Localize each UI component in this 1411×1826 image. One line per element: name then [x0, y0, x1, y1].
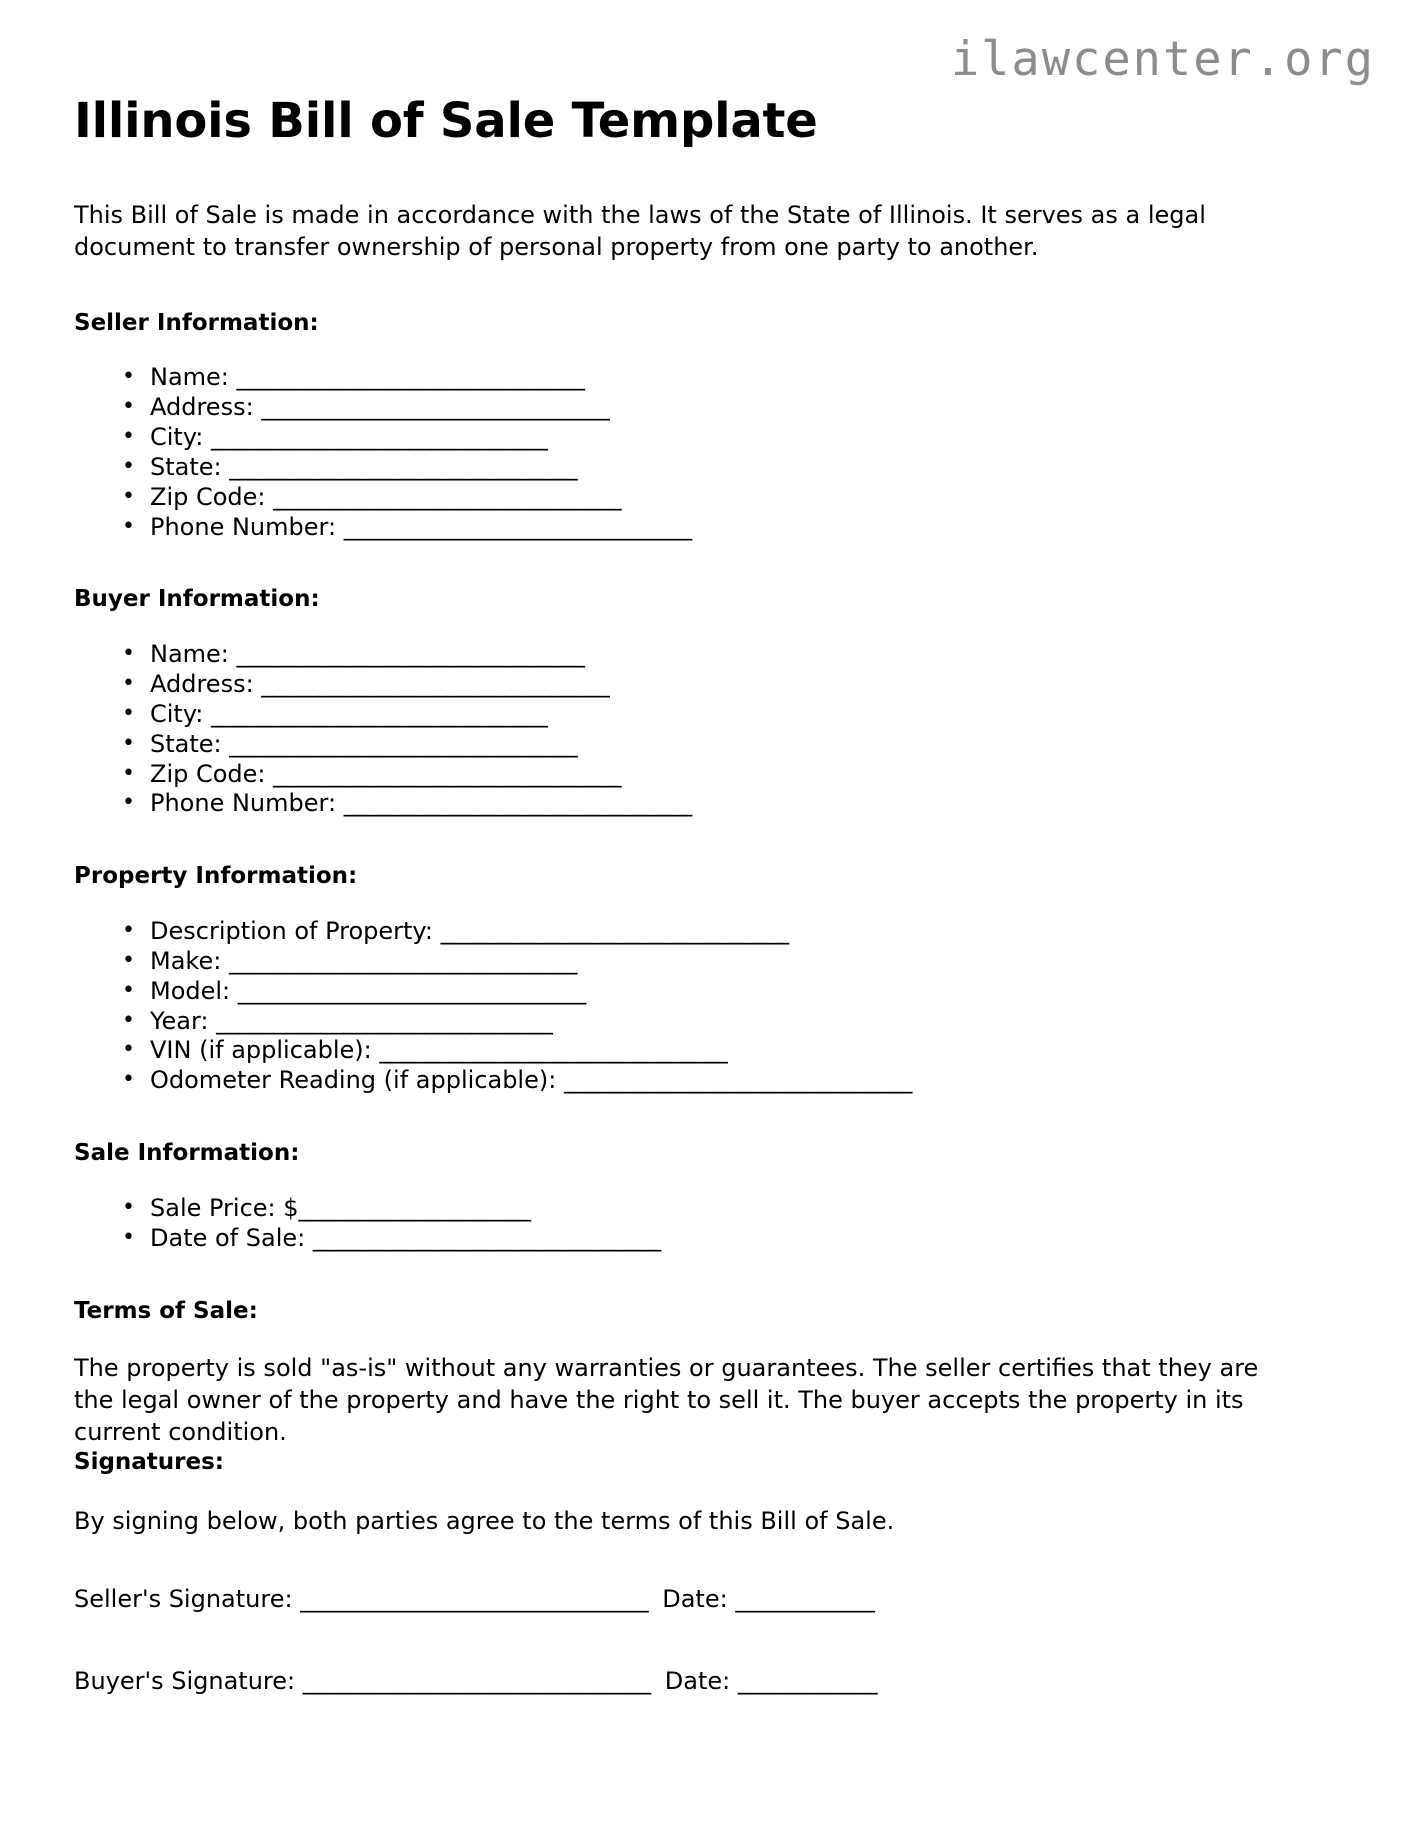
seller-information-section [74, 310, 1314, 543]
property-information-heading: Property Information: [74, 863, 358, 890]
date-label: Date: [664, 1666, 731, 1695]
signature-label: Buyer's Signature: [74, 1666, 296, 1695]
field-label: Date of Sale: [150, 1223, 306, 1252]
signatures-intro: By signing below, both parties agree to the terms of this Bill of Sale. [74, 1507, 895, 1536]
field-row [118, 1194, 1314, 1224]
buyer-information-section [74, 586, 1314, 819]
field-blank[interactable]: ______________________________ [229, 729, 578, 758]
field-row [118, 423, 1314, 453]
field-blank[interactable]: ______________________________ [563, 1066, 912, 1095]
buyer-information-heading: Buyer Information: [74, 586, 320, 613]
field-blank[interactable]: _____________________________ [211, 422, 548, 451]
field-blank[interactable]: ______________________________ [237, 976, 586, 1005]
field-blank[interactable]: ______________________________ [312, 1223, 661, 1252]
field-label: City: [150, 422, 204, 451]
field-blank[interactable]: ______________________________ [273, 759, 622, 788]
field-row [118, 1224, 1314, 1254]
intro-paragraph: This Bill of Sale is made in accordance with the laws of the State of Illinois. It serves as a legal document to transfer ownership of personal property from one party to another. [74, 200, 1206, 261]
field-row [118, 730, 1314, 760]
field-row [118, 789, 1314, 819]
field-label: Description of Property: [150, 916, 433, 945]
date-blank[interactable]: ____________ [735, 1585, 875, 1614]
field-row [118, 700, 1314, 730]
field-row [118, 1007, 1314, 1037]
signature-blank[interactable]: ______________________________ [302, 1666, 651, 1695]
field-blank[interactable]: _____________________________ [211, 699, 548, 728]
field-label: Zip Code: [150, 759, 266, 788]
field-label: Phone Number: [150, 512, 337, 541]
field-blank[interactable]: ______________________________ [261, 393, 610, 422]
field-row [118, 1036, 1314, 1066]
signature-row [74, 1666, 1314, 1697]
field-label: Name: [150, 640, 229, 669]
seller-information-heading: Seller Information: [74, 309, 319, 336]
signature-rows [74, 1584, 1314, 1696]
field-row [118, 760, 1314, 790]
field-blank[interactable]: ______________________________ [343, 512, 692, 541]
signature-label: Seller's Signature: [74, 1585, 293, 1614]
date-label: Date: [662, 1585, 728, 1614]
field-row [118, 947, 1314, 977]
field-row [118, 917, 1314, 947]
page-title: Illinois Bill of Sale Template [74, 93, 818, 149]
sale-information-section [74, 1140, 1314, 1253]
signature-blank[interactable]: ______________________________ [300, 1585, 649, 1614]
terms-of-sale-paragraph: The property is sold "as-is" without any warranties or guarantees. The seller certifies that they are the legal owner of the property and have the right to sell it. The buyer accepts the property in its current condition. [74, 1354, 1259, 1446]
field-label: Sale Price: $ [150, 1193, 299, 1222]
field-blank[interactable]: ____________________ [298, 1193, 531, 1222]
field-label: Address: [150, 669, 254, 698]
field-label: Name: [150, 363, 229, 392]
field-label: Address: [150, 393, 254, 422]
field-label: Make: [150, 946, 222, 975]
field-row [118, 483, 1314, 513]
field-blank[interactable]: ______________________________ [236, 640, 585, 669]
terms-of-sale-heading: Terms of Sale: [74, 1297, 258, 1324]
field-row [118, 363, 1314, 393]
signatures-heading: Signatures: [74, 1448, 225, 1475]
field-label: Zip Code: [150, 482, 266, 511]
field-blank[interactable]: ______________________________ [261, 669, 610, 698]
property-information-section [74, 863, 1314, 1096]
sale-information-heading: Sale Information: [74, 1140, 300, 1167]
field-row [118, 977, 1314, 1007]
field-blank[interactable]: ______________________________ [228, 946, 577, 975]
terms-of-sale-section [74, 1298, 1314, 1449]
field-blank[interactable]: _____________________________ [216, 1006, 553, 1035]
signature-row [74, 1584, 1314, 1615]
sale-field-list [74, 1194, 1314, 1254]
field-blank[interactable]: ______________________________ [343, 789, 692, 818]
field-row [118, 393, 1314, 423]
field-blank[interactable]: ______________________________ [236, 363, 585, 392]
signatures-section [74, 1449, 1314, 1697]
field-label: State: [150, 729, 222, 758]
field-label: State: [150, 452, 222, 481]
property-field-list [74, 917, 1314, 1096]
field-row [118, 670, 1314, 700]
field-blank[interactable]: ______________________________ [273, 482, 622, 511]
date-blank[interactable]: ____________ [737, 1666, 878, 1695]
field-label: Odometer Reading (if applicable): [150, 1066, 557, 1095]
field-row [118, 453, 1314, 483]
document-body [74, 93, 1314, 1747]
field-blank[interactable]: ______________________________ [379, 1036, 728, 1065]
field-label: Phone Number: [150, 789, 337, 818]
seller-field-list [74, 363, 1314, 542]
field-row [118, 640, 1314, 670]
field-blank[interactable]: ______________________________ [440, 916, 789, 945]
field-label: City: [150, 699, 204, 728]
field-blank[interactable]: ______________________________ [229, 452, 578, 481]
field-label: Year: [150, 1006, 209, 1035]
site-watermark: ilawcenter.org [950, 32, 1375, 87]
field-row [118, 1066, 1314, 1096]
field-label: VIN (if applicable): [150, 1036, 372, 1065]
buyer-field-list [74, 640, 1314, 819]
field-row [118, 513, 1314, 543]
field-label: Model: [150, 976, 231, 1005]
